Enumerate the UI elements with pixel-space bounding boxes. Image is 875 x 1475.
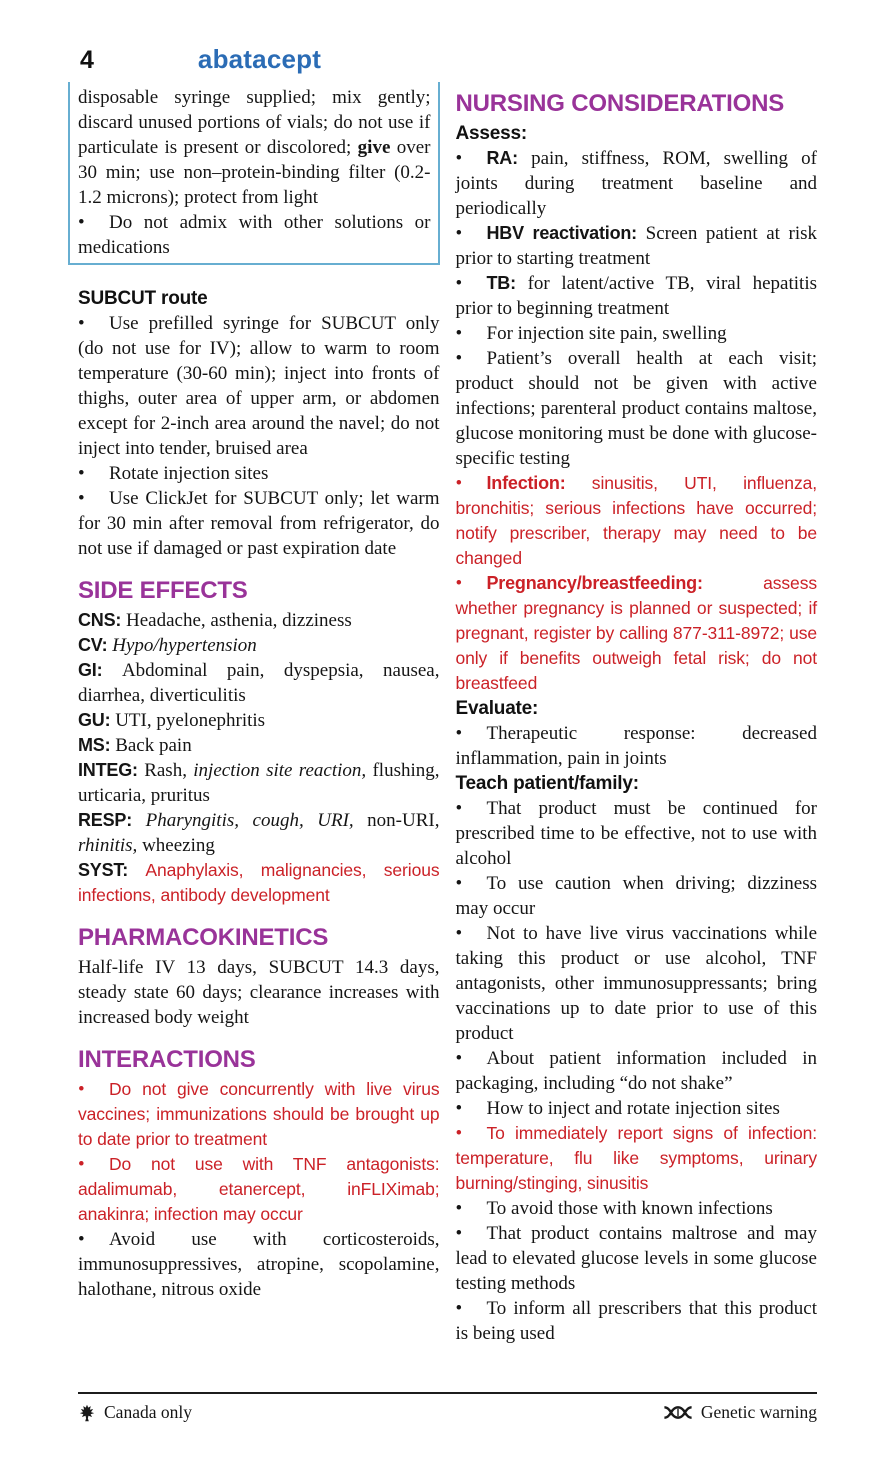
- text-run: assess whether pregnancy is planned or suspected; if pregnant, register by calling 877-311-8972; use only if benefits outweigh fetal risk; do not breastfeed: [455, 573, 817, 693]
- text-run: non-URI,: [353, 810, 440, 831]
- bullet-marker: •: [455, 223, 463, 244]
- bullet-item: [456, 871, 818, 921]
- text-run: over 30 min; use non–protein-binding filter (0.2-1.2 microns); protect from light: [78, 137, 431, 208]
- text-run: Hypo/hypertension: [112, 635, 257, 656]
- paragraph: [78, 708, 440, 733]
- bullet-marker: •: [78, 212, 85, 233]
- text-run: Avoid use with corticosteroids, immunosuppressives, atropine, scopolamine, halothane, nitrous oxide: [78, 1229, 440, 1300]
- bullet-marker: •: [78, 1079, 85, 1100]
- bullet-marker: •: [455, 1298, 463, 1319]
- bullet-marker: •: [78, 488, 85, 509]
- text-run: Abdominal pain, dyspepsia, nausea, diarrhea, diverticulitis: [78, 660, 440, 706]
- bullet-item: [78, 1227, 440, 1302]
- text-run: injection site reaction,: [193, 760, 367, 781]
- bullet-marker: •: [455, 923, 463, 944]
- bullet-item: [78, 1077, 440, 1152]
- drug-name-title: abatacept: [197, 44, 322, 74]
- bullet-item: [78, 210, 431, 260]
- genetic-warning-legend: [663, 1402, 817, 1423]
- paragraph: [78, 758, 440, 808]
- text-run: Rotate injection sites: [109, 463, 269, 484]
- bullet-marker: •: [455, 323, 463, 344]
- bullet-marker: •: [78, 313, 85, 334]
- text-run: CV:: [78, 635, 113, 655]
- text-run: To avoid those with known infections: [486, 1198, 773, 1219]
- bullet-item: [78, 461, 440, 486]
- bullet-item: [78, 1152, 440, 1227]
- bullet-item: [78, 486, 440, 561]
- bullet-marker: •: [455, 148, 463, 169]
- bullet-item: [456, 1221, 818, 1296]
- text-run: Pharyngitis, cough, URI,: [145, 810, 354, 831]
- two-column-body: [78, 86, 817, 1346]
- text-run: To inform all prescribers that this product is being used: [455, 1298, 817, 1344]
- section-heading: NURSING CONSIDERATIONS: [455, 90, 785, 117]
- bullet-marker: •: [455, 573, 463, 594]
- text-run: Patient’s overall health at each visit; product should not be given with active infections; parenteral product contains maltose, glucose monitoring must be done with glucose-specific testing: [455, 348, 817, 469]
- text-run: TB:: [486, 273, 528, 293]
- bullet-item: [456, 721, 818, 771]
- text-run: give: [357, 137, 391, 158]
- text-run: UTI, pyelonephritis: [115, 710, 266, 731]
- right-column: [456, 86, 818, 1346]
- paragraph: [78, 633, 440, 658]
- bullet-marker: •: [455, 873, 463, 894]
- legend-footer: [78, 1392, 817, 1423]
- text-run: Not to have live virus vaccinations while taking this product or use alcohol, TNF antagonists, other immunosuppressants; bring vaccinations up to date prior to use of this product: [455, 923, 817, 1044]
- paragraph: [78, 858, 440, 908]
- bullet-item: [456, 921, 818, 1046]
- canada-only-label: Canada only: [104, 1402, 192, 1422]
- bullet-item: [456, 321, 818, 346]
- bullet-item: [456, 471, 818, 571]
- paragraph: [78, 808, 440, 858]
- text-run: Therapeutic response: decreased inflammation, pain in joints: [455, 723, 817, 769]
- text-run: HBV reactivation:: [486, 223, 646, 243]
- canada-only-legend: [78, 1402, 192, 1423]
- text-run: That product contains maltrose and may lead to elevated glucose levels in some glucose testing methods: [455, 1223, 817, 1294]
- text-run: Screen patient at risk prior to starting treatment: [455, 223, 817, 269]
- text-run: For injection site pain, swelling: [486, 323, 727, 344]
- text-run: rhinitis,: [78, 835, 138, 856]
- text-run: RA:: [486, 148, 532, 168]
- bullet-marker: •: [78, 463, 85, 484]
- text-run: RESP:: [78, 810, 146, 830]
- bullet-item: [456, 1096, 818, 1121]
- text-run: GI:: [78, 660, 122, 680]
- paragraph: [78, 955, 440, 1030]
- page-header: [78, 44, 441, 86]
- text-run: SYST:: [78, 860, 146, 880]
- text-run: Half-life IV 13 days, SUBCUT 14.3 days, steady state 60 days; clearance increases with increased body weight: [78, 957, 440, 1028]
- bullet-item: [456, 1121, 818, 1196]
- text-run: Back pain: [115, 735, 192, 756]
- bullet-item: [456, 1196, 818, 1221]
- bullet-item: [456, 146, 818, 221]
- bullet-marker: •: [455, 473, 463, 494]
- bullet-marker: •: [455, 1198, 463, 1219]
- text-run: pain, stiffness, ROM, swelling of joints during treatment baseline and periodically: [455, 148, 817, 219]
- subsection-heading: Evaluate:: [455, 698, 539, 719]
- text-run: To immediately report signs of infection: temperature, flu like symptoms, urinary burning/stinging, sinusitis: [455, 1123, 817, 1193]
- text-run: sinusitis, UTI, influenza, bronchitis; serious infections have occurred; notify prescriber, therapy may need to be changed: [455, 473, 817, 568]
- bullet-item: [78, 311, 440, 461]
- text-run: Headache, asthenia, dizziness: [126, 610, 352, 631]
- text-run: Pregnancy/breastfeeding:: [486, 573, 764, 593]
- dna-icon: [663, 1405, 693, 1420]
- subsection-heading: SUBCUT route: [78, 288, 208, 309]
- bullet-item: [456, 1296, 818, 1346]
- left-column: [78, 86, 440, 1302]
- bullet-item: [456, 571, 818, 696]
- bullet-item: [456, 346, 818, 471]
- text-run: To use caution when driving; dizziness may occur: [455, 873, 817, 919]
- paragraph: [78, 733, 440, 758]
- text-run: CNS:: [78, 610, 126, 630]
- text-run: GU:: [78, 710, 116, 730]
- subsection-heading: Teach patient/family:: [455, 773, 639, 794]
- paragraph: [78, 608, 440, 633]
- bullet-marker: •: [455, 1223, 463, 1244]
- section-heading: SIDE EFFECTS: [78, 577, 248, 604]
- bullet-marker: •: [455, 798, 463, 819]
- bullet-marker: •: [455, 1098, 463, 1119]
- text-run: Do not admix with other solutions or medications: [78, 212, 431, 258]
- page-number: 4: [80, 46, 94, 74]
- bullet-item: [456, 1046, 818, 1096]
- text-run: INTEG:: [78, 760, 145, 780]
- text-run: Anaphylaxis, malignancies, serious infections, antibody development: [78, 860, 440, 905]
- bullet-marker: •: [455, 1123, 463, 1144]
- section-heading: PHARMACOKINETICS: [78, 924, 329, 951]
- text-run: disposable syringe supplied; mix gently; discard unused portions of vials; do not use if particulate is present or discolored;: [78, 87, 431, 158]
- text-run: flushing, urticaria, pruritus: [78, 760, 440, 806]
- text-run: MS:: [78, 735, 116, 755]
- maple-leaf-icon: [78, 1404, 96, 1422]
- text-run: Do not give concurrently with live virus vaccines; immunizations should be brought up to date prior to treatment: [78, 1079, 440, 1149]
- bullet-marker: •: [455, 348, 463, 369]
- text-run: for latent/active TB, viral hepatitis prior to beginning treatment: [455, 273, 817, 319]
- genetic-warning-label: Genetic warning: [700, 1402, 817, 1422]
- bullet-marker: •: [455, 723, 463, 744]
- text-run: How to inject and rotate injection sites: [486, 1098, 780, 1119]
- paragraph: [78, 658, 440, 708]
- text-run: Infection:: [486, 473, 592, 493]
- section-heading: INTERACTIONS: [78, 1046, 256, 1073]
- bullet-marker: •: [455, 1048, 463, 1069]
- bullet-item: [456, 221, 818, 271]
- text-run: About patient information included in packaging, including “do not shake”: [455, 1048, 817, 1094]
- text-run: That product must be continued for prescribed time to be effective, not to use with alcohol: [455, 798, 817, 869]
- text-run: Use prefilled syringe for SUBCUT only (do not use for IV); allow to warm to room temperature (30-60 min); inject into fronts of thighs, outer area of upper arm, or abdomen except for 2-inch area around the navel; do not inject into tender, bruised area: [78, 313, 440, 459]
- bullet-item: [456, 271, 818, 321]
- bullet-item: [456, 796, 818, 871]
- subsection-heading: Assess:: [455, 123, 527, 144]
- bullet-marker: •: [455, 273, 463, 294]
- text-run: Rash,: [144, 760, 194, 781]
- bullet-marker: •: [78, 1229, 85, 1250]
- text-run: Use ClickJet for SUBCUT only; let warm for 30 min after removal from refrigerator, do not use if damaged or past expiration date: [78, 488, 440, 559]
- text-run: wheezing: [137, 835, 215, 856]
- iv-route-continued-box: [68, 82, 440, 265]
- text-run: Do not use with TNF antagonists: adalimumab, etanercept, inFLIXimab; anakinra; infection may occur: [78, 1154, 440, 1224]
- bullet-marker: •: [78, 1154, 85, 1175]
- paragraph: [78, 85, 431, 210]
